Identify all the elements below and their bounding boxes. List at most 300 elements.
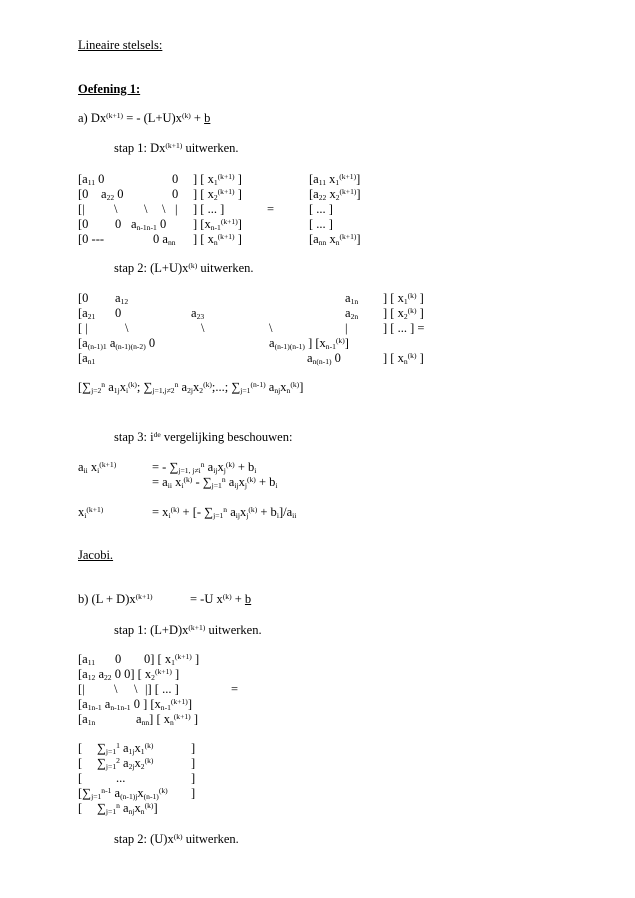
superscript: (k+1) — [217, 187, 235, 196]
text-line — [345, 306, 358, 321]
superscript: (k) — [144, 741, 154, 750]
text-run: | — [175, 202, 178, 216]
text-run: a — [131, 217, 137, 231]
subscript: 1n-1 — [87, 703, 102, 712]
text-run: ] — [234, 172, 242, 186]
text-line — [78, 682, 85, 697]
text-run: a — [136, 712, 142, 726]
text-run: + b — [234, 460, 255, 474]
text-run: x — [280, 380, 287, 394]
text-run: x — [240, 505, 247, 519]
subscript: 22 — [318, 193, 327, 202]
superscript: (k) — [173, 832, 183, 841]
text-line — [175, 202, 178, 217]
subscript: ij — [213, 466, 218, 475]
text-line — [190, 592, 251, 607]
text-run: [| — [78, 202, 85, 216]
text-run: [a — [78, 652, 88, 666]
superscript: 2 — [116, 756, 120, 765]
text-run: + b — [255, 475, 276, 489]
text-run: = -U x — [190, 592, 223, 606]
text-run: a — [269, 336, 275, 350]
superscript: (k) — [335, 336, 345, 345]
text-run: 0 — [172, 187, 179, 201]
text-line — [114, 623, 262, 638]
text-run: a — [227, 505, 236, 519]
subscript: 12 — [120, 297, 129, 306]
text-line — [78, 771, 82, 786]
text-run: ] — [191, 652, 200, 666]
subscript: j — [244, 481, 247, 490]
text-run: ] — [234, 232, 242, 246]
text-line — [78, 291, 88, 306]
text-run: [a — [78, 351, 88, 365]
subscript: nn — [318, 238, 327, 247]
superscript: (k+1) — [220, 217, 238, 226]
subscript: 11 — [87, 178, 96, 187]
text-line — [191, 756, 195, 771]
text-line — [78, 697, 192, 712]
text-run: a — [106, 336, 116, 350]
text-run: ] — [190, 712, 199, 726]
text-run: a — [345, 306, 351, 320]
text-run: 0 — [331, 351, 341, 365]
text-run: a — [111, 786, 121, 800]
text-line — [191, 786, 195, 801]
subscript: 1 — [403, 297, 408, 306]
subscript: j=1 — [91, 792, 102, 801]
subscript: 2n — [350, 312, 359, 321]
superscript: (k) — [407, 351, 417, 360]
subscript: n — [286, 386, 291, 395]
text-line — [78, 336, 155, 351]
text-run: ] — [187, 697, 193, 711]
subscript: (n-1)(n-1) — [274, 342, 305, 351]
text-line — [162, 202, 165, 217]
text-line — [309, 202, 333, 217]
superscript: (k) — [248, 505, 258, 514]
text-run: [a — [78, 172, 88, 186]
text-run: [a — [78, 697, 88, 711]
text-run: \ — [114, 682, 118, 696]
subscript: 1 — [213, 178, 218, 187]
text-line — [78, 82, 140, 97]
subscript: n — [335, 238, 340, 247]
subscript: 1 — [140, 747, 145, 756]
subscript: j=1 — [105, 762, 117, 771]
subscript: ii — [83, 466, 88, 475]
text-run: [ — [78, 801, 83, 815]
text-line — [78, 38, 162, 53]
subscript: i — [276, 511, 279, 520]
superscript: (k) — [290, 380, 300, 389]
text-run: ∑ — [97, 741, 106, 755]
text-run: a — [178, 380, 188, 394]
text-run: 0 — [145, 336, 156, 350]
text-run: ] [ x — [193, 232, 214, 246]
subscript: n-1n-1 — [136, 223, 157, 232]
superscript: (k) — [181, 111, 191, 120]
text-line — [114, 202, 117, 217]
text-run: [ — [78, 756, 83, 770]
text-run: 0 — [95, 172, 105, 186]
superscript: (k) — [246, 475, 256, 484]
superscript: n-1 — [101, 786, 112, 795]
subscript: nn — [167, 238, 176, 247]
text-run: x — [134, 756, 141, 770]
text-run: [a — [309, 172, 319, 186]
text-line — [114, 832, 239, 847]
text-run: ] — [356, 187, 361, 201]
text-line — [152, 505, 296, 520]
text-run: ] — [191, 786, 196, 800]
subscript: 1j — [113, 386, 120, 395]
text-run: stap 2: (U)x — [114, 832, 174, 846]
subscript: 2 — [151, 673, 155, 682]
subscript: n-1 — [325, 342, 336, 351]
text-run: ] [ ... ] — [193, 202, 225, 216]
superscript: (k+1) — [173, 712, 191, 721]
text-line — [114, 141, 239, 156]
superscript: n — [223, 505, 228, 514]
subscript: 1n — [87, 718, 96, 727]
text-run: \ — [162, 202, 166, 216]
text-line — [78, 712, 95, 727]
text-run: ] — [171, 667, 180, 681]
text-line — [97, 741, 153, 756]
subscript: j=1,j≠2 — [152, 386, 175, 395]
text-run: a — [101, 697, 111, 711]
text-run: = — [267, 202, 275, 216]
text-line — [131, 217, 166, 232]
text-run: [∑ — [78, 786, 92, 800]
text-run: ] — [191, 741, 196, 755]
text-run: [ — [78, 741, 83, 755]
text-run: vergelijking beschouwen: — [160, 430, 293, 444]
text-run: + — [231, 592, 245, 606]
text-run: 0 — [115, 306, 122, 320]
text-line — [97, 801, 158, 816]
superscript: n — [101, 380, 106, 389]
text-run: 0 ] [x — [130, 697, 161, 711]
superscript: n — [174, 380, 179, 389]
text-run: [a — [78, 336, 88, 350]
text-run: ;...; ∑ — [211, 380, 241, 394]
text-run: a — [265, 380, 275, 394]
text-line — [145, 682, 179, 697]
text-run: x — [193, 380, 200, 394]
superscript: (k+1) — [165, 141, 183, 150]
subscript: 2 — [403, 312, 408, 321]
superscript: (k) — [144, 801, 154, 810]
text-run: = x — [152, 505, 169, 519]
subscript: 2j — [187, 386, 194, 395]
subscript: i — [168, 511, 171, 520]
superscript: (k+1) — [339, 187, 357, 196]
text-line — [101, 187, 124, 202]
text-run: x — [326, 232, 336, 246]
text-line — [193, 217, 242, 232]
text-run: uitwerken. — [182, 832, 239, 846]
text-line — [153, 232, 176, 247]
text-line — [78, 380, 303, 395]
text-run: ] [ ... ] = — [383, 321, 425, 335]
text-run: a — [105, 380, 114, 394]
text-line — [383, 351, 424, 366]
superscript: de — [153, 430, 161, 439]
text-line — [78, 306, 95, 321]
text-run: \ — [114, 202, 118, 216]
subscript: 2 — [213, 193, 218, 202]
superscript: 1 — [116, 741, 120, 750]
subscript: 2 — [335, 193, 340, 202]
text-run: x — [238, 475, 245, 489]
text-run: ] — [153, 801, 158, 815]
text-run: [0 — [78, 187, 89, 201]
text-line — [309, 217, 333, 232]
text-run: = — [231, 682, 239, 696]
text-run: |] [ ... ] — [145, 682, 179, 696]
text-run: a — [345, 291, 351, 305]
subscript: ij — [234, 481, 239, 490]
superscript: (k) — [170, 505, 180, 514]
subscript: j=1 — [211, 481, 222, 490]
text-run: 0 0] [ x — [111, 667, 152, 681]
subscript: 1 — [335, 178, 340, 187]
text-run: b) (L + D)x — [78, 592, 136, 606]
text-run: ] [ x — [193, 172, 214, 186]
subscript: j=1 — [240, 386, 251, 395]
text-run: b — [204, 111, 211, 125]
text-line — [345, 321, 348, 336]
subscript: n — [403, 357, 408, 366]
text-run: Lineaire stelsels: — [78, 38, 163, 52]
text-run: x — [137, 786, 144, 800]
subscript: 12 — [87, 673, 96, 682]
text-line — [78, 801, 82, 816]
text-line — [193, 202, 224, 217]
subscript: n-1n-1 — [110, 703, 131, 712]
text-run: [0 --- — [78, 232, 105, 246]
superscript: (k+1) — [135, 592, 153, 601]
subscript: n — [169, 718, 174, 727]
subscript: (n-1) — [143, 792, 159, 801]
text-run: | — [345, 321, 348, 335]
text-run: ∑ — [97, 801, 106, 815]
text-line — [383, 321, 424, 336]
text-run: [a — [309, 232, 319, 246]
text-run: 0 — [115, 217, 122, 231]
text-run: a — [307, 351, 313, 365]
text-run: ] [ x — [149, 712, 170, 726]
text-run: [0 — [78, 217, 89, 231]
text-line — [78, 756, 82, 771]
subscript: nj — [128, 807, 135, 816]
superscript: (k+1) — [170, 697, 188, 706]
superscript: (k+1) — [217, 232, 235, 241]
subscript: n — [140, 807, 145, 816]
superscript: n — [200, 460, 205, 469]
superscript: (k) — [407, 306, 417, 315]
text-line — [78, 786, 168, 801]
text-line — [78, 351, 95, 366]
text-run: 0 — [172, 172, 179, 186]
text-line — [152, 475, 278, 490]
text-run: [∑ — [78, 380, 92, 394]
text-line — [114, 682, 117, 697]
text-line — [144, 652, 199, 667]
text-line — [309, 172, 360, 187]
text-run: Jacobi. — [78, 548, 114, 562]
text-run: ; ∑ — [136, 380, 153, 394]
text-line — [78, 741, 82, 756]
text-line — [114, 430, 292, 445]
text-line — [152, 460, 256, 475]
subscript: 1 — [171, 658, 175, 667]
subscript: 23 — [196, 312, 205, 321]
text-line — [201, 321, 204, 336]
text-run: stap 3: i — [114, 430, 154, 444]
superscript: (k) — [128, 380, 137, 389]
superscript: (k) — [225, 460, 235, 469]
subscript: n-1 — [210, 223, 221, 232]
superscript: (k) — [188, 261, 198, 270]
subscript: nj — [274, 386, 281, 395]
text-run: ] [ x — [193, 187, 214, 201]
text-run: 0 a — [153, 232, 168, 246]
subscript: 2 — [140, 762, 145, 771]
text-run: ] — [191, 771, 196, 785]
text-run: a — [119, 756, 129, 770]
text-line — [134, 682, 137, 697]
subscript: j=1 — [213, 511, 224, 520]
text-run: [a — [78, 712, 88, 726]
text-run: \ — [144, 202, 148, 216]
text-run: a — [78, 460, 84, 474]
text-line — [269, 336, 349, 351]
subscript: (n-1)1 — [87, 342, 107, 351]
subscript: n(n-1) — [312, 357, 332, 366]
superscript: (k+1) — [106, 111, 124, 120]
superscript: (k) — [144, 756, 154, 765]
text-run: [a — [78, 667, 88, 681]
text-line — [193, 187, 242, 202]
text-run: [a — [309, 187, 319, 201]
superscript: (k) — [222, 592, 232, 601]
text-run: 0 — [114, 187, 124, 201]
superscript: (k) — [183, 475, 193, 484]
subscript: 11 — [87, 658, 96, 667]
text-line — [125, 321, 128, 336]
superscript: (k+1) — [188, 623, 206, 632]
subscript: j=1 — [105, 747, 117, 756]
text-run: a — [115, 291, 121, 305]
text-run: + [- ∑ — [179, 505, 214, 519]
text-run: 0 — [115, 652, 122, 666]
text-line — [78, 460, 116, 475]
subscript: n-1 — [160, 703, 171, 712]
text-run: ] [x — [193, 217, 211, 231]
text-run: [a — [78, 306, 88, 320]
text-run: ] [ x — [383, 351, 404, 365]
subscript: 2 — [199, 386, 204, 395]
text-run: [ ... ] — [309, 202, 333, 216]
text-run: uitwerken. — [205, 623, 262, 637]
text-run: [ ... ] — [309, 217, 333, 231]
subscript: 11 — [318, 178, 327, 187]
text-line — [115, 291, 128, 306]
superscript: (k+1) — [86, 505, 104, 514]
superscript: (k+1) — [174, 652, 192, 661]
text-run: x — [119, 380, 126, 394]
text-run: ] — [191, 756, 196, 770]
text-line — [78, 172, 104, 187]
text-run: ] — [356, 172, 361, 186]
text-run: a — [204, 460, 214, 474]
text-run: ] — [416, 306, 424, 320]
superscript: (n-1) — [250, 380, 266, 389]
text-line — [116, 771, 125, 786]
text-run: ] — [237, 217, 242, 231]
text-run: \ — [269, 321, 273, 335]
text-line — [78, 232, 104, 247]
text-run: ] [ x — [383, 291, 404, 305]
text-run: uitwerken. — [182, 141, 239, 155]
text-line — [191, 741, 195, 756]
subscript: j — [223, 466, 226, 475]
text-run: stap 1: Dx — [114, 141, 166, 155]
subscript: 1n — [350, 297, 359, 306]
text-run: + b — [257, 505, 277, 519]
text-line — [193, 172, 242, 187]
text-line — [78, 187, 88, 202]
superscript: n — [221, 475, 226, 484]
text-run: \ — [201, 321, 205, 335]
subscript: n1 — [87, 357, 96, 366]
text-line — [114, 261, 254, 276]
text-run: [ — [78, 771, 83, 785]
text-run: ... — [116, 771, 126, 785]
text-run: uitwerken. — [197, 261, 254, 275]
text-run: a — [191, 306, 197, 320]
text-run: - ∑ — [192, 475, 212, 489]
text-line — [172, 172, 178, 187]
subscript: n — [213, 238, 218, 247]
text-run: ] — [234, 187, 242, 201]
subscript: i — [84, 511, 87, 520]
text-run: stap 2: (L+U)x — [114, 261, 189, 275]
text-run: ] [x — [304, 336, 326, 350]
text-run: ∑ — [97, 756, 106, 770]
text-run: x — [326, 187, 336, 201]
text-run: x — [134, 801, 141, 815]
subscript: (n-1)j — [120, 792, 138, 801]
text-line — [136, 712, 198, 727]
subscript: j=1 — [105, 807, 117, 816]
text-run: a — [119, 741, 129, 755]
text-run: ] — [299, 380, 304, 394]
subscript: 1j — [128, 747, 135, 756]
text-line — [191, 771, 195, 786]
text-line — [383, 291, 424, 306]
text-run: a — [119, 801, 129, 815]
text-run: x — [326, 172, 336, 186]
subscript: nn — [141, 718, 150, 727]
text-line — [309, 232, 361, 247]
text-run: stap 1: (L+D)x — [114, 623, 189, 637]
text-line — [115, 652, 121, 667]
text-line — [144, 202, 147, 217]
